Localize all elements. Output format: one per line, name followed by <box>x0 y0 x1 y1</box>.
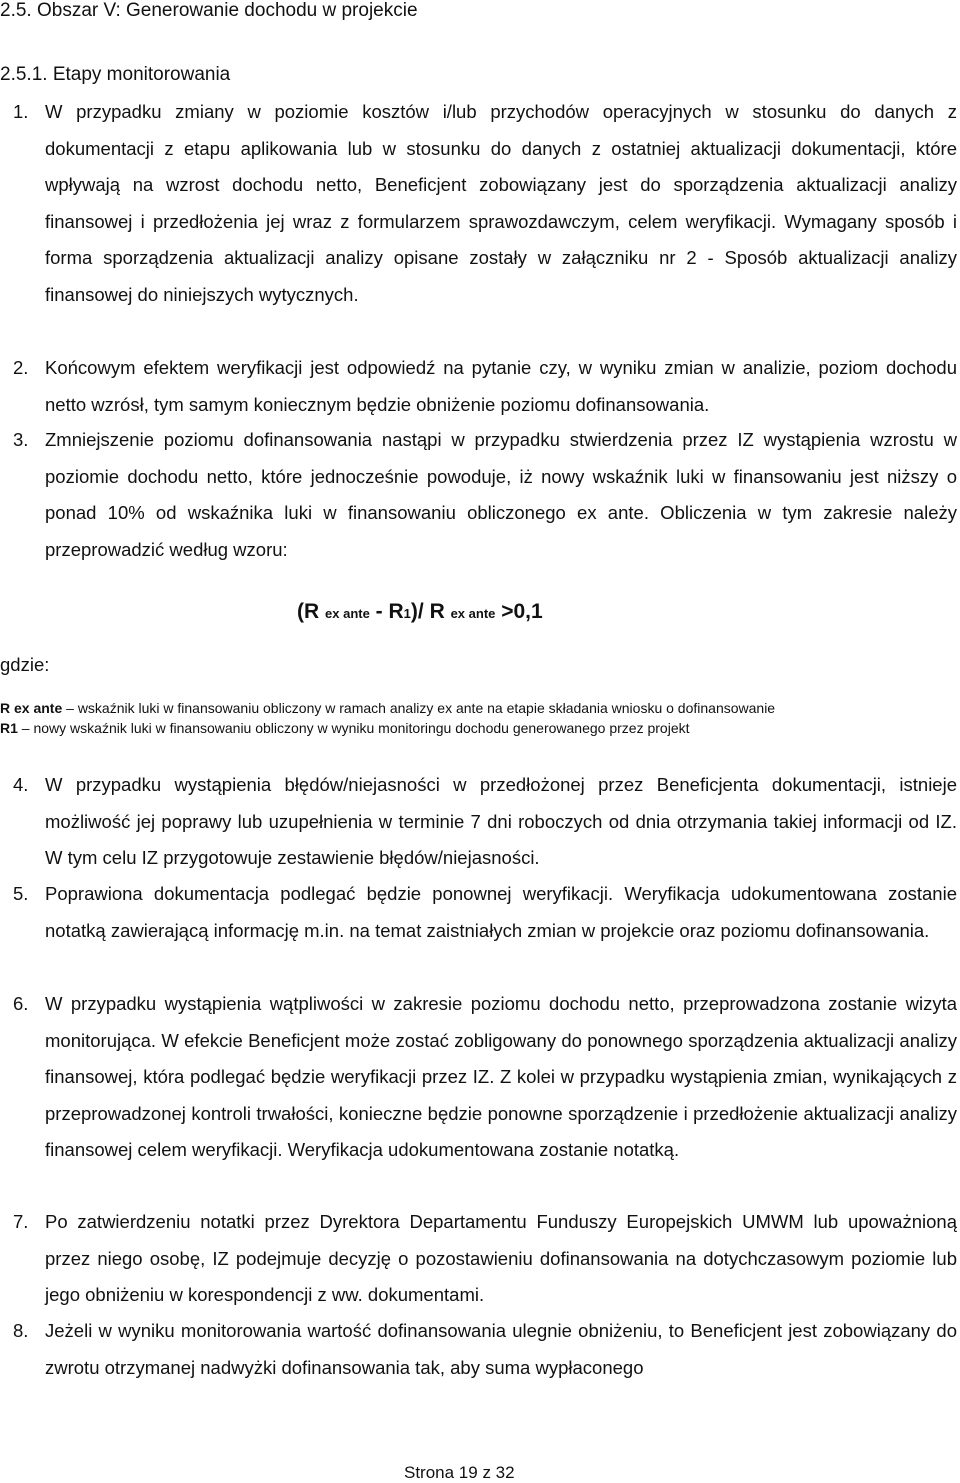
list-item-text: Końcowym efektem weryfikacji jest odpowiedź na pytanie czy, w wyniku zmian w analizie, poziom dochodu netto wzrósł, tym samym koniecznym będzie obniżenie poziomu dofinansowania. <box>45 357 957 415</box>
list-number: 6. <box>13 993 29 1014</box>
definition-row: R1 – nowy wskaźnik luki w finansowaniu obliczony w wyniku monitoringu dochodu generowanego przez projekt <box>0 720 690 736</box>
page-number: Strona 19 z 32 <box>404 1463 515 1482</box>
list-number: 2. <box>13 357 29 378</box>
formula: (R ex ante - R1)/ R ex ante >0,1 <box>297 600 543 623</box>
section-heading: 2.5. Obszar V: Generowanie dochodu w projekcie <box>0 0 418 21</box>
definition-row: R ex ante – wskaźnik luki w finansowaniu obliczony w ramach analizy ex ante na etapie składania wniosku o dofinansowanie <box>0 700 776 716</box>
list-number: 4. <box>13 774 29 795</box>
list-item-text: W przypadku zmiany w poziomie kosztów i/lub przychodów operacyjnych w stosunku do danych z dokumentacji z etapu aplikowania lub w stosunku do danych z ostatniej aktualizacji dokumentacji, które wpływają na wzrost dochodu netto, Beneficjent zobowiązany jest do sporządzenia aktualizacji analizy finansowej i przedłożenia jej wraz z formularzem sprawozdawczym, celem weryfikacji. Wymagany sposób i forma sporządzenia aktualizacji analizy opisane zostały w załączniku nr 2 - Sposób aktualizacji analizy finansowej do niniejszych wytycznych. <box>45 101 957 305</box>
list-number: 1. <box>13 101 29 122</box>
list-item-text: Po zatwierdzeniu notatki przez Dyrektora Departamentu Funduszy Europejskich UMWM lub upoważnioną przez niego osobę, IZ podejmuje decyzję o pozostawieniu dofinansowania na dotychczasowym poziomie lub jego obniżeniu w korespondencji z ww. dokumentami. <box>45 1211 957 1305</box>
list-number: 5. <box>13 883 29 904</box>
list-item-text: Zmniejszenie poziomu dofinansowania nastąpi w przypadku stwierdzenia przez IZ wystąpienia wzrostu w poziomie dochodu netto, które jednocześnie powoduje, iż nowy wskaźnik luki w finansowaniu jest niższy o ponad 10% od wskaźnika luki w finansowaniu obliczonego ex ante. Obliczenia w tym zakresie należy przeprowadzić według wzoru: <box>45 429 957 560</box>
list-number: 3. <box>13 429 29 450</box>
where-label: gdzie: <box>0 654 50 675</box>
list-number: 7. <box>13 1211 29 1232</box>
list-item-text: Poprawiona dokumentacja podlegać będzie ponownej weryfikacji. Weryfikacja udokumentowana zostanie notatką zawierającą informację m.in. na temat zaistniałych zmian w projekcie oraz poziomu dofinansowania. <box>45 883 957 941</box>
subsection-heading: 2.5.1. Etapy monitorowania <box>0 64 231 85</box>
list-number: 8. <box>13 1320 29 1341</box>
list-item-text: W przypadku wystąpienia błędów/niejasności w przedłożonej przez Beneficjenta dokumentacji, istnieje możliwość jej poprawy lub uzupełnienia w terminie 7 dni roboczych od dnia otrzymania takiej informacji od IZ. W tym celu IZ przygotowuje zestawienie błędów/niejasności. <box>45 774 957 868</box>
list-item-text: Jeżeli w wyniku monitorowania wartość dofinansowania ulegnie obniżeniu, to Beneficjent jest zobowiązany do zwrotu otrzymanej nadwyżki dofinansowania tak, aby suma wypłaconego <box>45 1320 957 1378</box>
list-item-text: W przypadku wystąpienia wątpliwości w zakresie poziomu dochodu netto, przeprowadzona zostanie wizyta monitorująca. W efekcie Beneficjent może zostać zobligowany do ponownego sporządzenia aktualizacji analizy finansowej, która podlegać będzie weryfikacji przez IZ. Z kolei w przypadku wystąpienia zmian, wynikających z przeprowadzonej kontroli trwałości, konieczne będzie ponowne sporządzenie i przedłożenie aktualizacji analizy finansowej celem weryfikacji. Weryfikacja udokumentowana zostanie notatką. <box>45 993 957 1160</box>
definitions <box>0 698 958 738</box>
